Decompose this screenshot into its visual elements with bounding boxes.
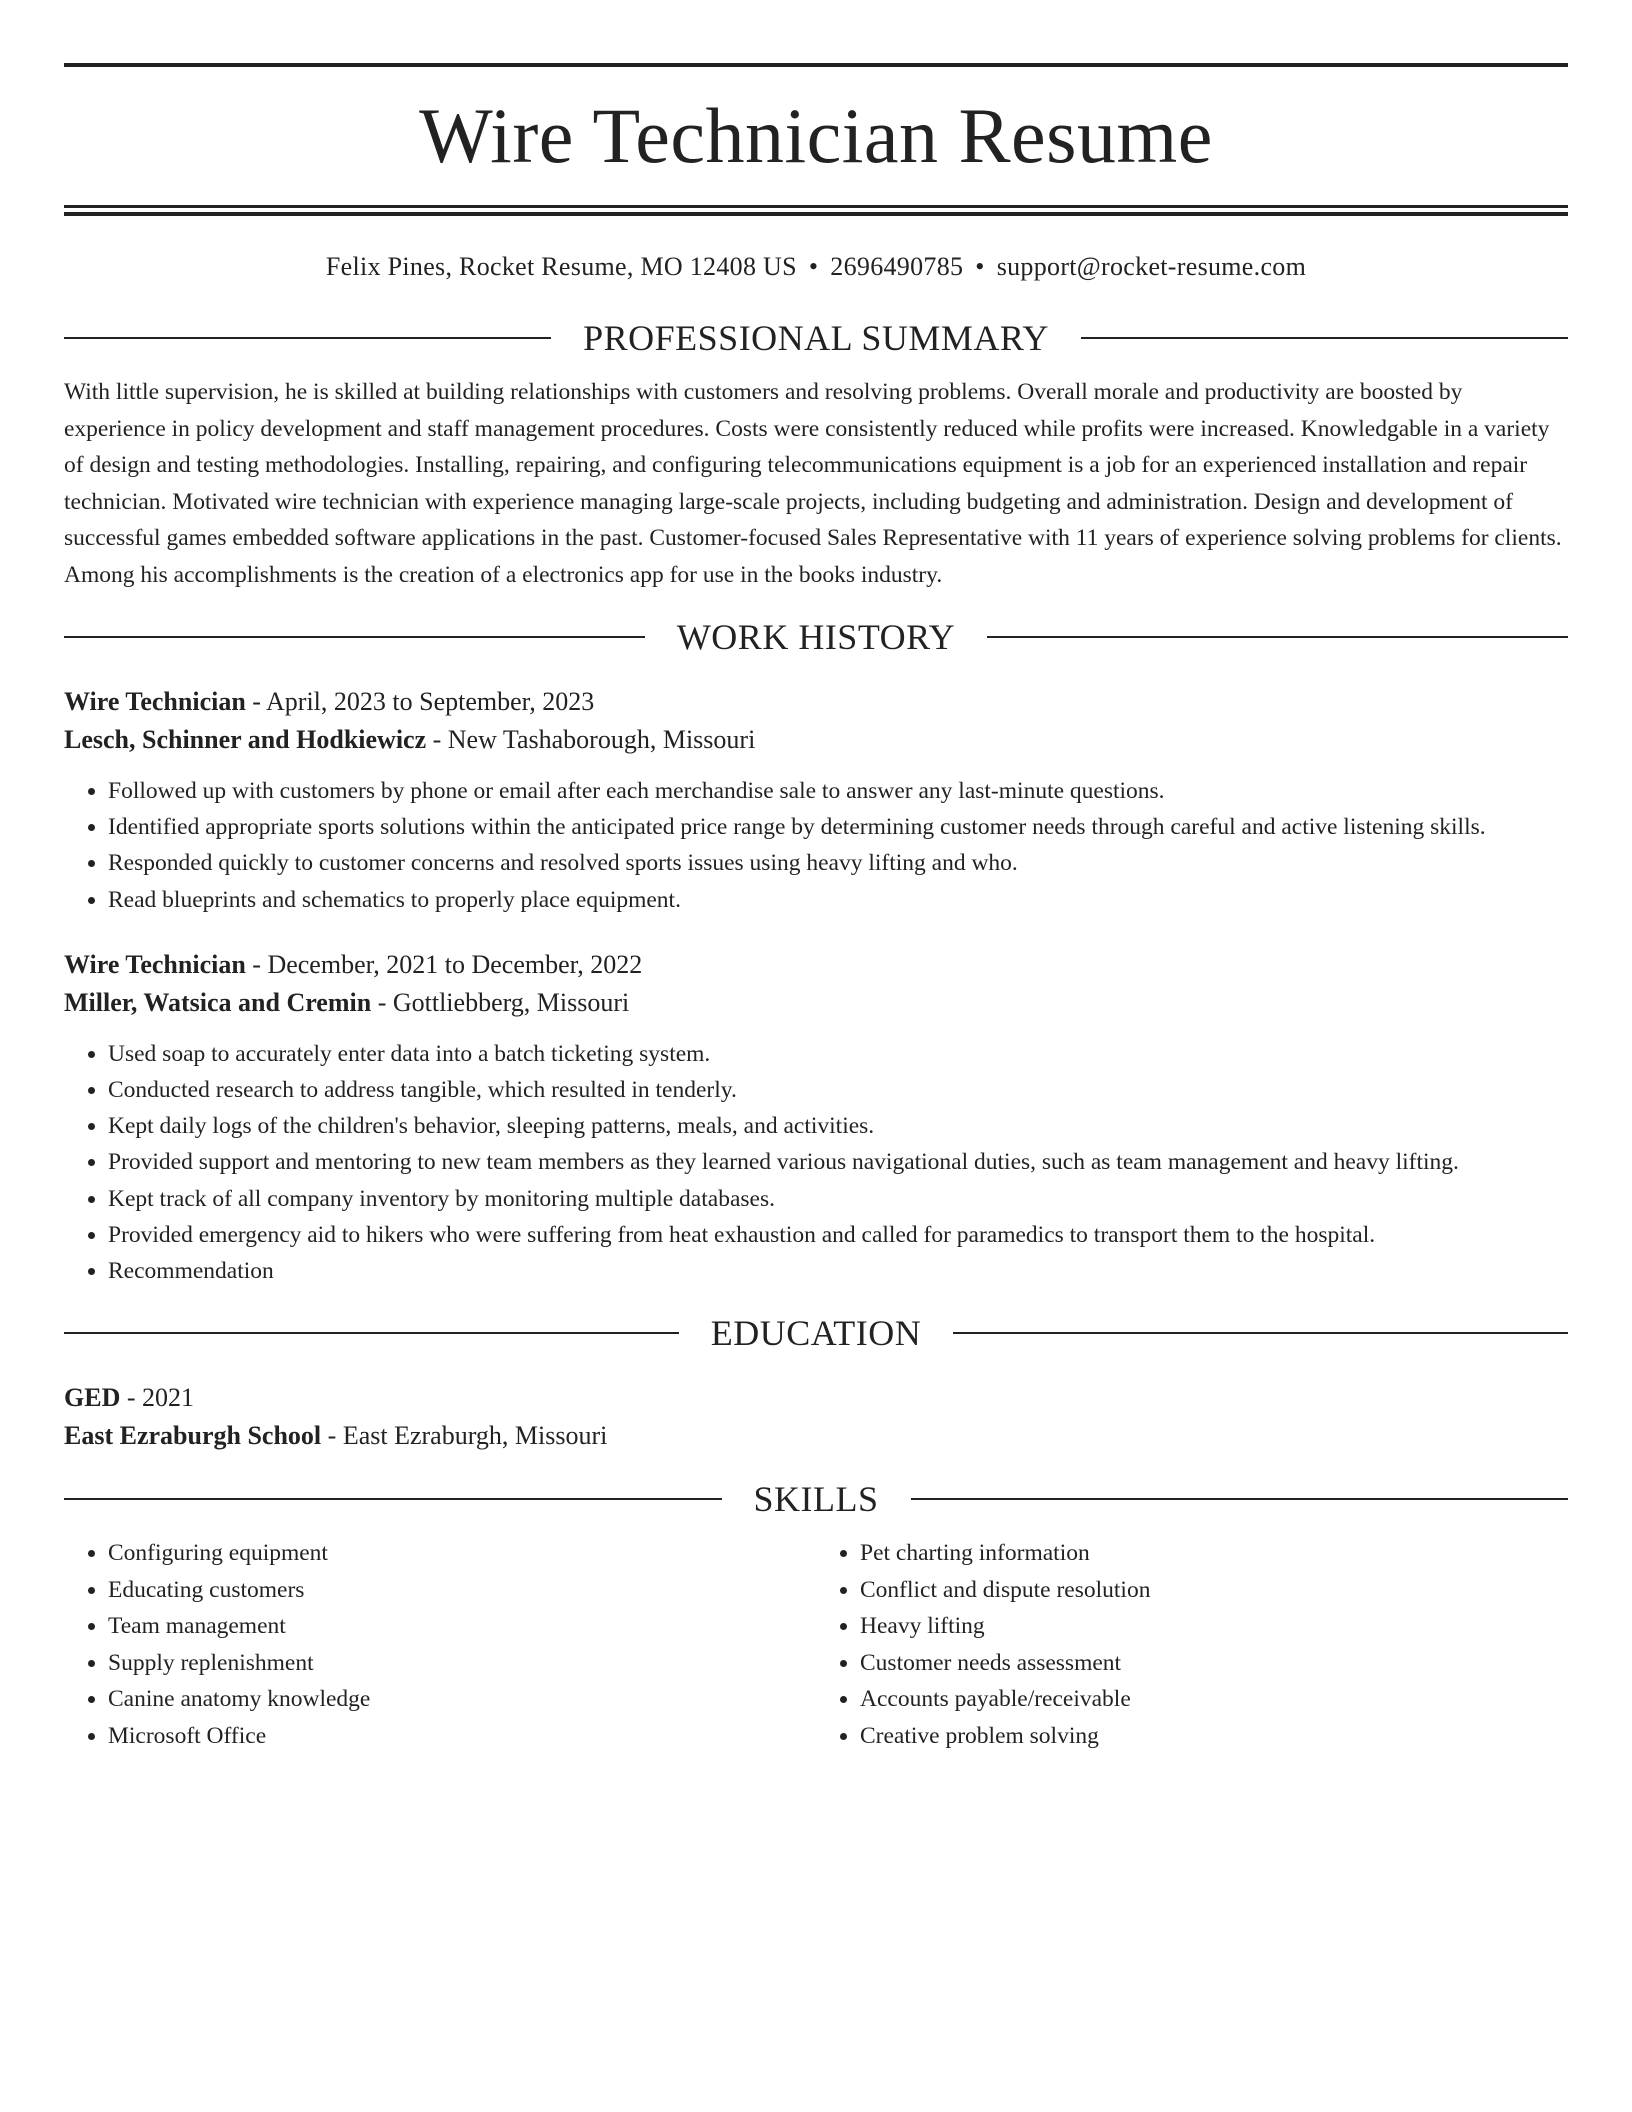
heading-rule-left	[64, 337, 551, 339]
education-section-heading	[64, 1313, 1568, 1354]
list-item: • Responded quickly to customer concerns and resolved sports issues using heavy lifting and who.	[108, 845, 1568, 881]
list-item: • Kept daily logs of the children's behavior, sleeping patterns, meals, and activities.	[108, 1108, 1568, 1144]
job-entry	[64, 946, 1568, 1289]
job-company-line	[64, 984, 1568, 1022]
list-item: • Identified appropriate sports solutions within the anticipated price range by determining customer needs through careful and active listening skills.	[108, 809, 1568, 845]
list-item: • Read blueprints and schematics to properly place equipment.	[108, 882, 1568, 918]
list-item: • Customer needs assessment	[860, 1645, 1568, 1682]
job-location: - New Tashaborough, Missouri	[426, 725, 756, 754]
list-item: • Canine anatomy knowledge	[108, 1681, 816, 1718]
education-degree: GED	[64, 1383, 121, 1413]
contact-line	[64, 254, 1568, 280]
job-title-line	[64, 683, 1568, 721]
contact-separator: •	[975, 252, 985, 281]
skills-list-left	[64, 1535, 816, 1754]
page-title: Wire Technician Resume	[419, 92, 1213, 179]
job-company: Lesch, Schinner and Hodkiewicz	[64, 725, 427, 754]
list-item: • Recommendation	[108, 1253, 1568, 1289]
job-title: Wire Technician	[64, 949, 246, 979]
list-item: • Used soap to accurately enter data into a batch ticketing system.	[108, 1036, 1568, 1072]
list-item: • Pet charting information	[860, 1535, 1568, 1572]
education-degree-line	[64, 1379, 1568, 1417]
section-title: SKILLS	[753, 1479, 879, 1520]
contact-phone: 2696490785	[830, 252, 964, 281]
list-item: • Provided emergency aid to hikers who were suffering from heat exhaustion and called for paramedics to transport them to the hospital.	[108, 1217, 1568, 1253]
list-item: • Team management	[108, 1608, 816, 1645]
work-section-heading	[64, 619, 1568, 655]
list-item: • Kept track of all company inventory by monitoring multiple databases.	[108, 1181, 1568, 1217]
list-item: • Accounts payable/receivable	[860, 1681, 1568, 1718]
title-double-rule	[64, 205, 1568, 216]
heading-rule-left	[64, 1332, 679, 1334]
job-entry	[64, 683, 1568, 918]
job-title: Wire Technician	[64, 687, 246, 716]
heading-rule-left	[64, 1498, 722, 1500]
job-location: - Gottliebberg, Missouri	[371, 987, 630, 1017]
job-bullets	[64, 773, 1568, 918]
contact-email: support@rocket-resume.com	[996, 252, 1307, 281]
education-school: East Ezraburgh School	[64, 1421, 322, 1451]
education-entry	[64, 1379, 1568, 1455]
skills-list-right	[816, 1535, 1568, 1754]
list-item: • Configuring equipment	[108, 1535, 816, 1572]
summary-section-heading	[64, 320, 1568, 356]
section-title: WORK HISTORY	[676, 617, 956, 657]
education-year: - 2021	[120, 1383, 195, 1413]
job-bullets	[64, 1036, 1568, 1289]
job-company: Miller, Watsica and Cremin	[64, 987, 372, 1017]
section-title: EDUCATION	[710, 1313, 922, 1354]
list-item: • Creative problem solving	[860, 1718, 1568, 1755]
list-item: • Followed up with customers by phone or email after each merchandise sale to answer any last-minute questions.	[108, 773, 1568, 809]
job-title-line	[64, 946, 1568, 984]
skills-columns	[64, 1535, 1568, 1754]
list-item: • Educating customers	[108, 1572, 816, 1609]
list-item: • Supply replenishment	[108, 1645, 816, 1682]
summary-text: With little supervision, he is skilled at building relationships with customers and resolving problems. Overall morale and productivity are boosted by experience in policy development and staff management procedures. Costs were consistently reduced while profits were increased. Knowledgable in a variety of design and testing methodologies. Installing, repairing, and configuring telecommunications equipment is a job for an experienced installation and repair technician. Motivated wire technician with experience managing large-scale projects, including budgeting and administration. Design and development of successful games embedded software applications in the past. Customer-focused Sales Representative with 11 years of experience solving problems for clients. Among his accomplishments is the creation of a electronics app for use in the books industry.	[64, 379, 1562, 588]
heading-rule-right	[987, 636, 1568, 638]
list-item: • Conflict and dispute resolution	[860, 1572, 1568, 1609]
list-item: • Microsoft Office	[108, 1718, 816, 1755]
education-school-line	[64, 1417, 1568, 1455]
job-dates: - April, 2023 to September, 2023	[245, 687, 595, 716]
resume-page	[64, 0, 1568, 1754]
list-item: • Conducted research to address tangible, which resulted in tenderly.	[108, 1072, 1568, 1108]
contact-address: Felix Pines, Rocket Resume, MO 12408 US	[325, 252, 797, 281]
list-item: • Provided support and mentoring to new team members as they learned various navigational duties, such as team management and heavy lifting.	[108, 1144, 1568, 1180]
job-dates: - December, 2021 to December, 2022	[245, 949, 643, 979]
education-location: - East Ezraburgh, Missouri	[321, 1421, 608, 1451]
heading-rule-right	[953, 1332, 1568, 1334]
heading-rule-right	[1081, 337, 1568, 339]
job-company-line	[64, 721, 1568, 759]
skills-section-heading	[64, 1479, 1568, 1520]
heading-rule-right	[911, 1498, 1569, 1500]
section-title: PROFESSIONAL SUMMARY	[583, 318, 1049, 358]
list-item: • Heavy lifting	[860, 1608, 1568, 1645]
contact-separator: •	[808, 252, 819, 281]
heading-rule-left	[64, 636, 645, 638]
